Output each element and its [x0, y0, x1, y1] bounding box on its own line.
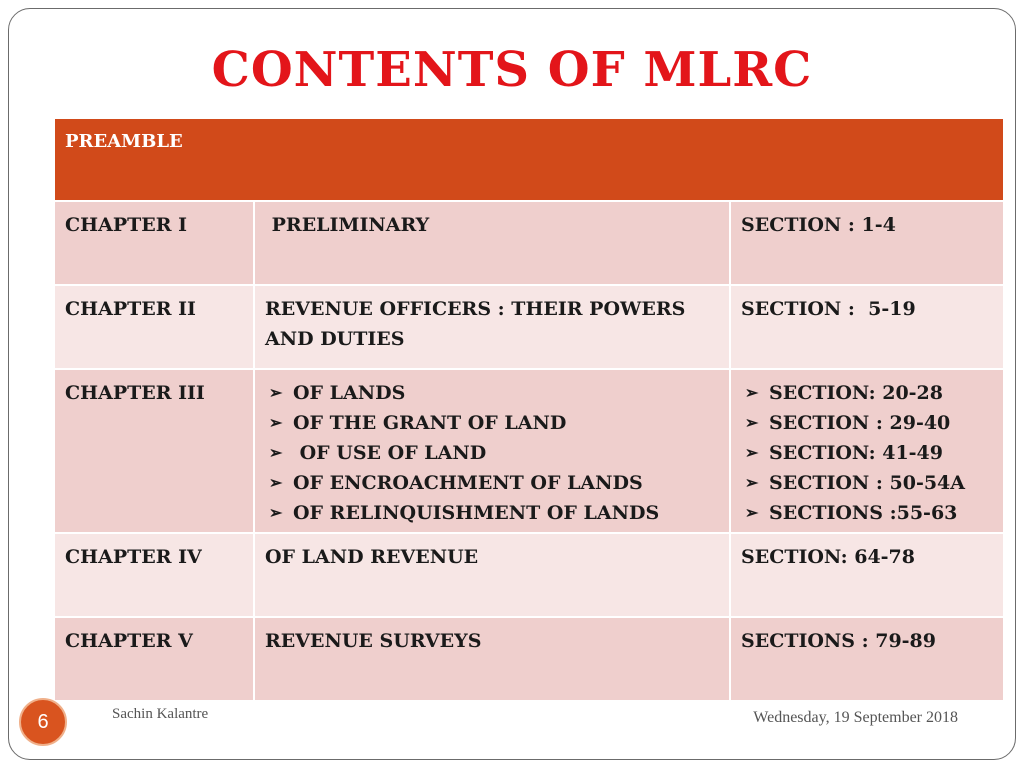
chapter-cell: CHAPTER V [54, 617, 254, 701]
section-cell: SECTION : 5-19 [730, 285, 1004, 369]
subject-list [265, 378, 719, 528]
list-item: ➢ OF RELINQUISHMENT OF LANDS [265, 498, 719, 528]
subject-cell: REVENUE OFFICERS : THEIR POWERS AND DUTIES [254, 285, 730, 369]
slide-date: Wednesday, 19 September 2018 [753, 709, 958, 726]
table-row [54, 285, 1004, 369]
list-item: ➢ SECTIONS :55-63 [741, 498, 993, 528]
list-item: ➢ OF USE OF LAND [265, 438, 719, 468]
list-item: ➢ SECTION: 20-28 [741, 378, 993, 408]
table-row [54, 617, 1004, 701]
list-item: ➢ SECTION : 29-40 [741, 408, 993, 438]
section-cell: SECTION: 64-78 [730, 533, 1004, 617]
page-number-badge: 6 [19, 698, 67, 746]
list-item: ➢ OF THE GRANT OF LAND [265, 408, 719, 438]
table-row [54, 369, 1004, 533]
section-list [741, 378, 993, 528]
list-item: ➢ SECTION: 41-49 [741, 438, 993, 468]
preamble-cell: PREAMBLE [54, 118, 1004, 201]
chapter-cell: CHAPTER III [54, 369, 254, 533]
section-cell: SECTIONS : 79-89 [730, 617, 1004, 701]
author-name: Sachin Kalantre [112, 706, 209, 722]
chapter-cell: CHAPTER I [54, 201, 254, 285]
subject-cell: PRELIMINARY [254, 201, 730, 285]
subject-cell [254, 369, 730, 533]
list-item: ➢ OF ENCROACHMENT OF LANDS [265, 468, 719, 498]
list-item: ➢ SECTION : 50-54A [741, 468, 993, 498]
chapter-cell: CHAPTER IV [54, 533, 254, 617]
slide-title: CONTENTS OF MLRC [211, 42, 813, 98]
table-row [54, 201, 1004, 285]
section-cell [730, 369, 1004, 533]
chapter-cell: CHAPTER II [54, 285, 254, 369]
contents-table [53, 117, 1005, 702]
table-header-row [54, 118, 1004, 201]
list-item: ➢ OF LANDS [265, 378, 719, 408]
subject-cell: REVENUE SURVEYS [254, 617, 730, 701]
section-cell: SECTION : 1-4 [730, 201, 1004, 285]
subject-cell: OF LAND REVENUE [254, 533, 730, 617]
table-row [54, 533, 1004, 617]
